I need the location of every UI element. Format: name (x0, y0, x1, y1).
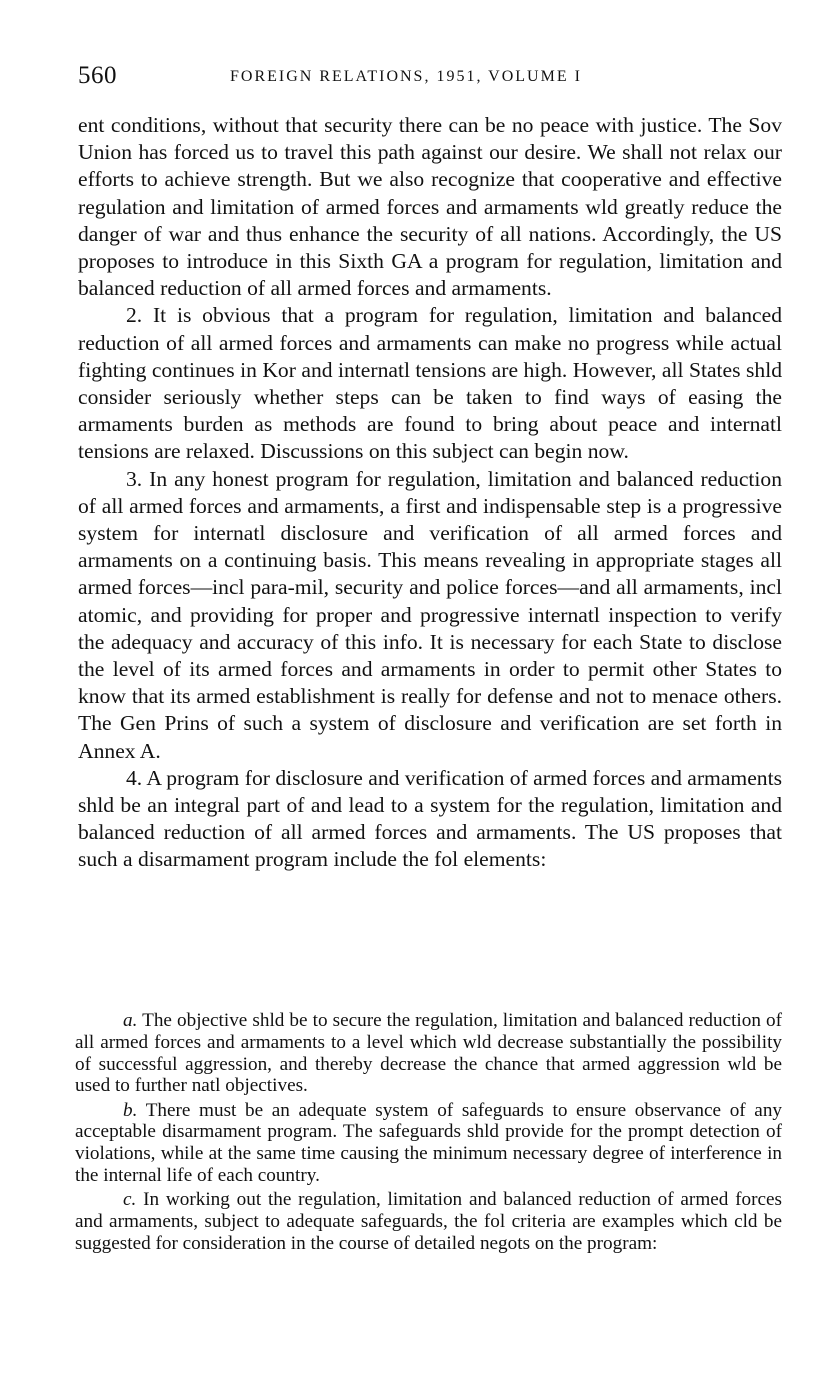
sub-item-c (75, 1189, 782, 1254)
sub-item-letter: b. (123, 1099, 138, 1121)
paragraph-1-continuation: ent conditions, without that security there can be no peace with justice. The Sov Union has forced us to travel this path against our desire. We shall not relax our efforts to achieve strength. But we also recognize that cooperative and effective regulation and limitation of armed forces and armaments wld greatly reduce the danger of war and thus enhance the security of all nations. Accordingly, the US proposes to introduce in this Sixth GA a program for regulation, limitation and balanced reduction of all armed forces and armaments. (78, 113, 782, 301)
main-text (78, 112, 782, 874)
sub-item-a (75, 1010, 782, 1097)
sub-item-text: The objective shld be to secure the regulation, limitation and balanced reduction of all armed forces and armaments to a level which wld decrease substantially the possibility of successful aggression, and thereby decrease the chance that armed aggression wld be used to further natl objectives. (75, 1010, 782, 1097)
page-number: 560 (78, 62, 117, 89)
sub-item-letter: c. (123, 1189, 137, 1211)
paragraph-3: 3. In any honest program for regulation, limitation and balanced reduction of all armed forces and armaments, a first and indispensable step is a progressive system for internatl disclosure and verification of all armed forces and armaments on a continuing basis. This means revealing in appropriate stages all armed forces—incl para-mil, security and police forces—and all armaments, incl atomic, and providing for proper and progressive internatl inspection to verify the adequacy and accuracy of this info. It is necessary for each State to disclose the level of its armed forces and armaments in order to permit other States to know that its armed establishment is really for defense and not to menace others. The Gen Prins of such a system of disclosure and verification are set forth in Annex A. (78, 466, 782, 763)
sub-item-b (75, 1100, 782, 1187)
sub-items-list (75, 1010, 782, 1255)
page-header (78, 60, 782, 96)
running-head: FOREIGN RELATIONS, 1951, VOLUME I (230, 68, 582, 85)
sub-item-text: There must be an adequate system of safeguards to ensure observance of any acceptable disarmament program. The safeguards shld provide for the prompt detection of violations, while at the same time causing the minimum necessary degree of interference in the internal life of each country. (75, 1099, 783, 1186)
sub-item-letter: a. (123, 1010, 138, 1031)
paragraph-4: 4. A program for disclosure and verification of armed forces and armaments shld be an integral part of and lead to a system for the regulation, limitation and balanced reduction of all armed forces and armaments. The US proposes that such a disarmament program include the fol elements: (78, 765, 782, 872)
sub-item-text: In working out the regulation, limitation and balanced reduction of armed forces and armaments, subject to adequate safeguards, the fol criteria are examples which cld be suggested for consideration in the course of detailed negots on the program: (75, 1189, 783, 1254)
paragraph-2: 2. It is obvious that a program for regulation, limitation and balanced reduction of all armed forces and armaments can make no progress while actual fighting continues in Kor and internatl tensions are high. However, all States shld consider seriously whether steps can be taken to find ways of easing the armaments burden as methods are found to bring about peace and internatl tensions are relaxed. Discussions on this subject can begin now. (78, 303, 782, 464)
